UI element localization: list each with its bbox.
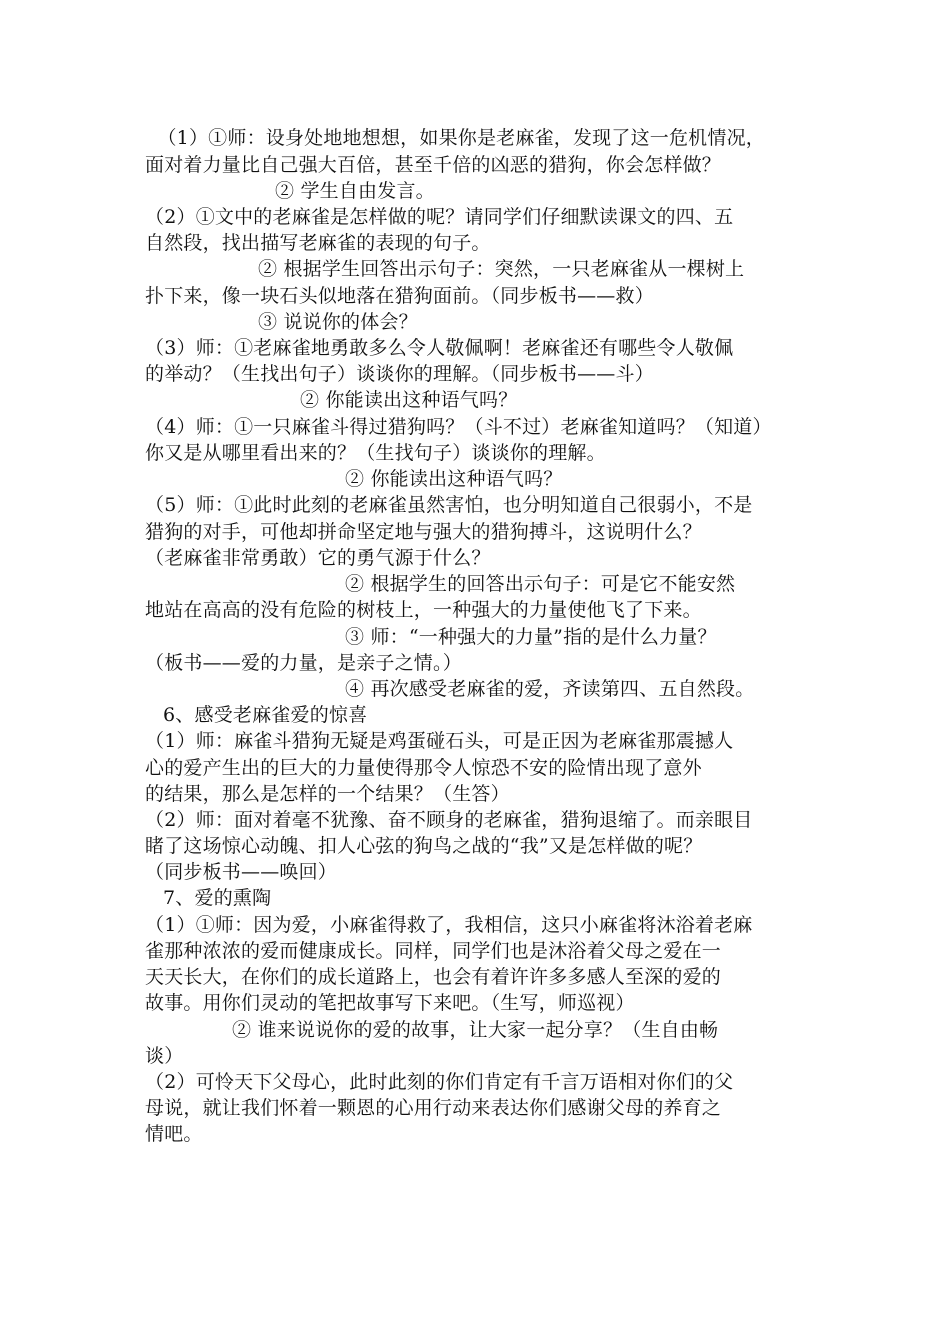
section-heading: 7、爱的熏陶 (163, 887, 272, 909)
text-line: （2）①文中的老麻雀是怎样做的呢？请同学们仔细默读课文的四、五 (145, 206, 734, 228)
text-line: （1）①师：设身处地地想想，如果你是老麻雀，发现了这一危机情况， (145, 127, 765, 149)
text-line: 心的爱产生出的巨大的力量使得那令人惊恐不安的险情出现了意外 (145, 757, 702, 779)
text-line: （1）①师：因为爱，小麻雀得救了，我相信，这只小麻雀将沐浴着老麻 (145, 914, 753, 936)
text-line: （2）可怜天下父母心，此时此刻的你们肯定有千言万语相对你们的父 (145, 1071, 734, 1093)
text-line: ② 你能读出这种语气吗？ (300, 389, 518, 411)
text-line: （同步板书——唤回） (145, 861, 338, 883)
text-line: 谈） (145, 1045, 184, 1067)
text-line: ② 根据学生回答出示句子：突然，一只老麻雀从一棵树上 (258, 258, 745, 280)
text-line: 故事。用你们灵动的笔把故事写下来吧。（生写，师巡视） (145, 992, 635, 1014)
text-line: ② 根据学生的回答出示句子：可是它不能安然 (345, 573, 736, 595)
text-line: ② 你能读出这种语气吗？ (345, 468, 563, 490)
text-line: 面对着力量比自己强大百倍，甚至千倍的凶恶的猎狗，你会怎样做？ (145, 154, 722, 176)
text-line: ② 学生自由发言。 (275, 180, 435, 202)
text-line: ② 谁来说说你的爱的故事，让大家一起分享？（生自由畅 (232, 1019, 719, 1041)
text-line: （板书——爱的力量，是亲子之情。） (145, 652, 462, 674)
text-line: 情吧。 (145, 1123, 203, 1145)
text-line: ④ 再次感受老麻雀的爱，齐读第四、五自然段。 (345, 678, 755, 700)
text-line: 扑下来，像一块石头似地落在猎狗面前。（同步板书——救） (145, 285, 654, 307)
text-line: （3）师：①老麻雀地勇敢多么令人敬佩啊！老麻雀还有哪些令人敬佩 (145, 337, 734, 359)
text-line: 天天长大，在你们的成长道路上，也会有着许许多多感人至深的爱的 (145, 966, 722, 988)
text-line: 自然段，找出描写老麻雀的表现的句子。 (145, 232, 491, 254)
text-line: （1）师：麻雀斗猎狗无疑是鸡蛋碰石头，可是正因为老麻雀那震撼人 (145, 730, 734, 752)
text-line: （5）师：①此时此刻的老麻雀虽然害怕，也分明知道自己很弱小，不是 (145, 494, 753, 516)
text-line: （老麻雀非常勇敢）它的勇气源于什么？ (145, 547, 491, 569)
text-line: 睹了这场惊心动魄、扣人心弦的狗鸟之战的“我”又是怎样做的呢？ (145, 835, 703, 857)
text-line: 雀那种浓浓的爱而健康成长。同样，同学们也是沐浴着父母之爱在一 (145, 940, 722, 962)
text-line: 的举动？（生找出句子）谈谈你的理解。（同步板书——斗） (145, 363, 654, 385)
text-line: 猎狗的对手，可他却拼命坚定地与强大的猎狗搏斗，这说明什么？ (145, 521, 702, 543)
text-line: ③ 说说你的体会？ (258, 311, 418, 333)
text-line: 的结果，那么是怎样的一个结果？（生答） (145, 783, 510, 805)
text-line: （4）师：①一只麻雀斗得过猎狗吗？（斗不过）老麻雀知道吗？（知道） (145, 416, 772, 438)
text-line: 母说，就让我们怀着一颗恩的心用行动来表达你们感谢父母的养育之 (145, 1097, 722, 1119)
text-line: （2）师：面对着毫不犹豫、奋不顾身的老麻雀，猎狗退缩了。而亲眼目 (145, 809, 753, 831)
text-line: 你又是从哪里看出来的？（生找句子）谈谈你的理解。 (145, 442, 606, 464)
section-heading: 6、感受老麻雀爱的惊喜 (163, 704, 368, 726)
text-line: 地站在高高的没有危险的树枝上，一种强大的力量使他飞了下来。 (145, 599, 702, 621)
text-line: ③ 师：“一种强大的力量”指的是什么力量？ (345, 626, 717, 648)
